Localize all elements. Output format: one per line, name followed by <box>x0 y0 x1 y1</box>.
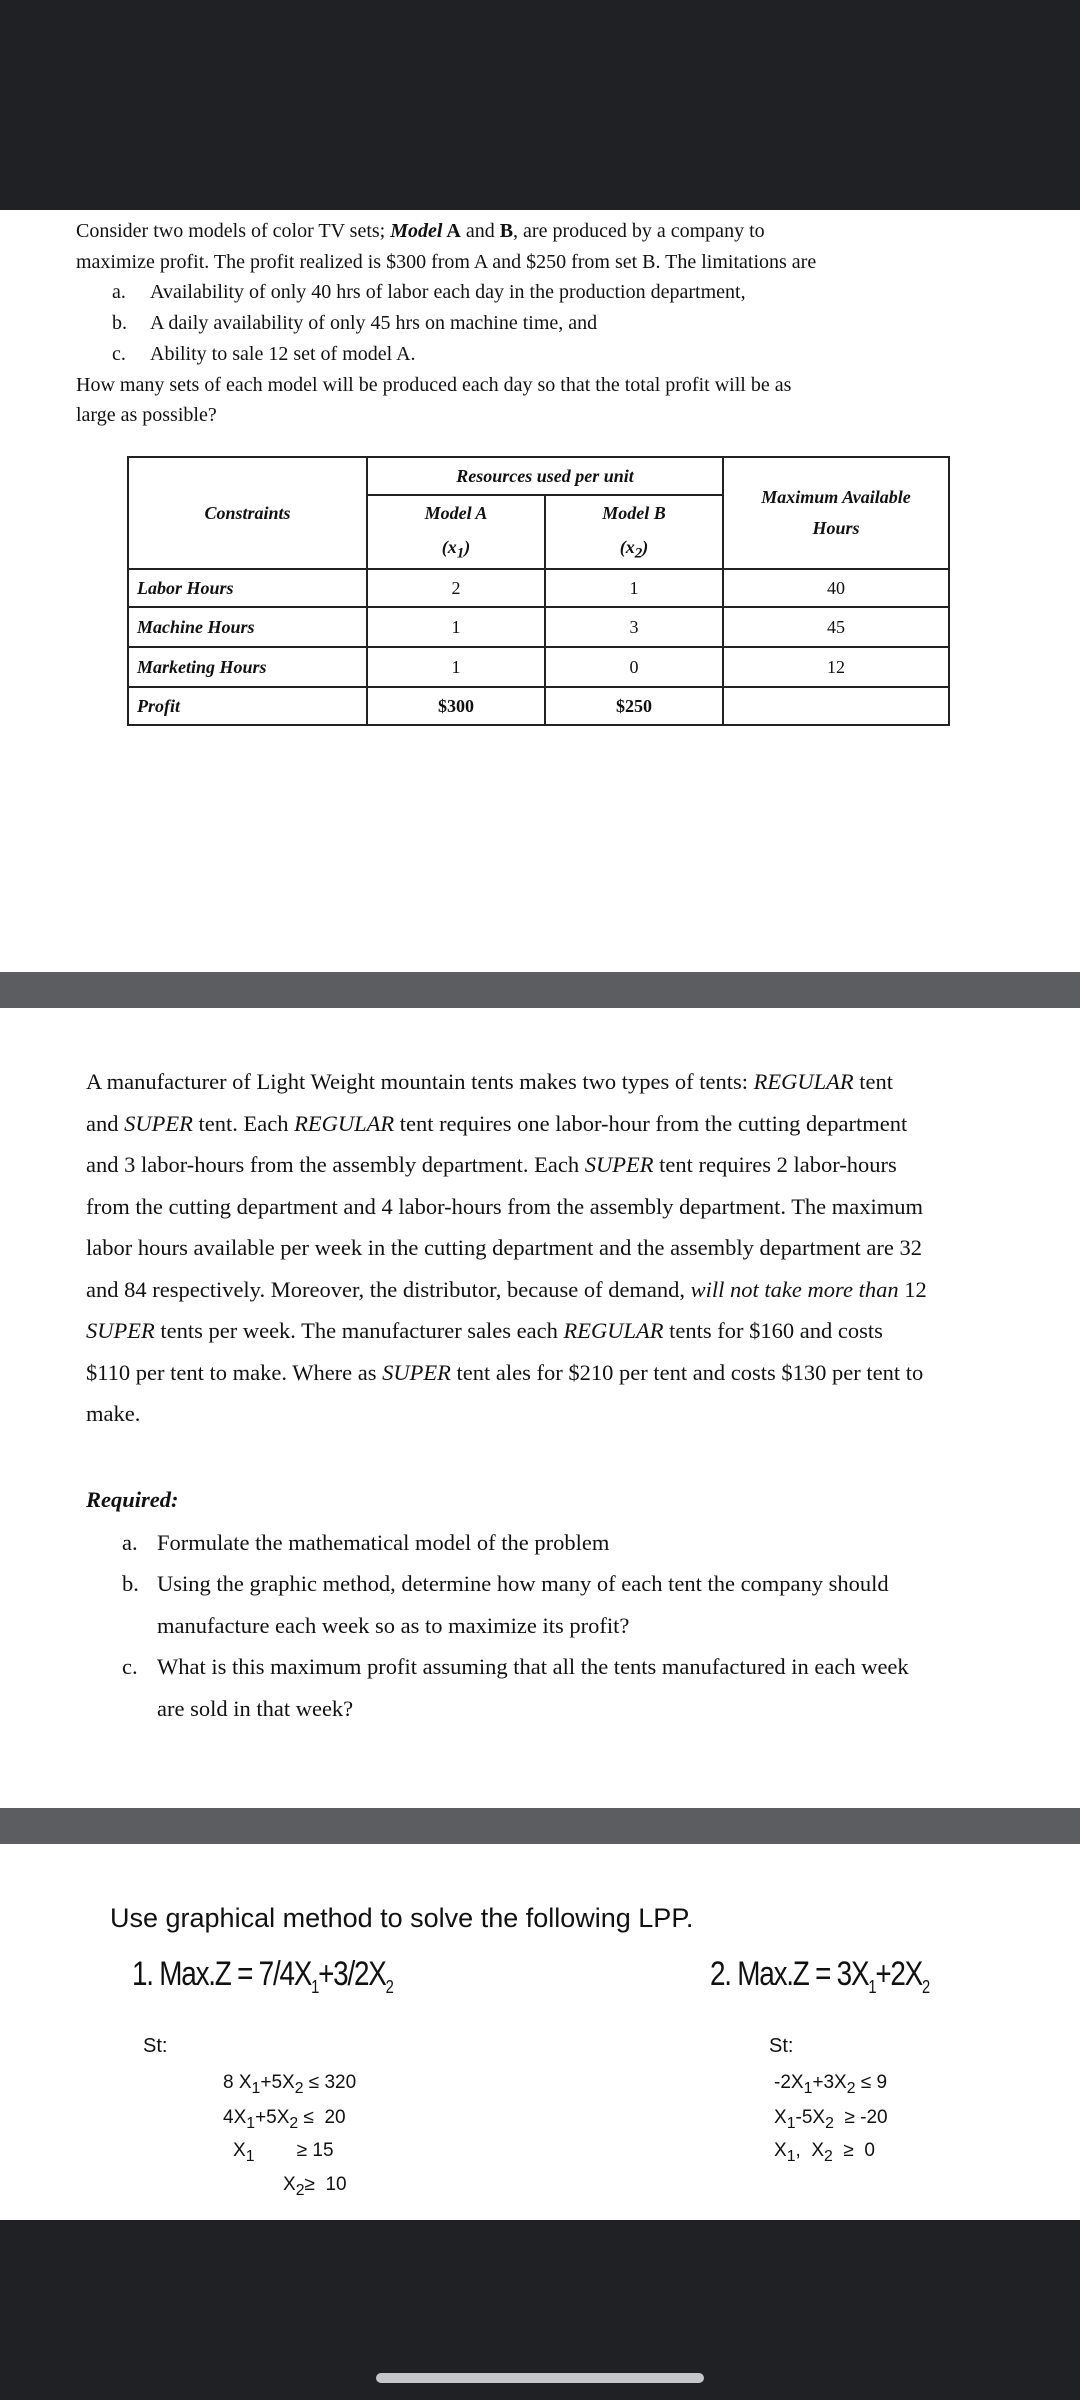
problem1-question-line2: large as possible? <box>76 404 217 426</box>
text: tent ales for $210 per tent and costs $130 per tent to <box>450 1359 924 1385</box>
resources-table <box>127 456 950 726</box>
status-bar-area <box>0 0 1080 210</box>
objective-text: +2X <box>875 1955 923 1993</box>
emph: REGULAR <box>563 1318 664 1343</box>
text: and <box>86 1110 125 1136</box>
table-row <box>128 607 949 647</box>
objective-text: 1. Max.Z = 7/4X <box>132 1955 312 1993</box>
lpp1-constraint <box>283 2174 347 2200</box>
c-text: ≥ 0 <box>832 2140 875 2161</box>
max-header-line2: Hours <box>812 518 860 538</box>
row-label: Machine Hours <box>128 607 367 647</box>
subscript: 1 <box>786 2114 796 2132</box>
model-b-header: Model B <box>545 495 723 531</box>
text: from the cutting department and 4 labor-hours from the assembly department. The maximum <box>86 1193 924 1219</box>
item-text: are sold in that week? <box>157 1695 354 1721</box>
required-item-b <box>122 1563 889 1646</box>
subscript: 2 <box>295 2181 305 2199</box>
subscript: 1 <box>251 2079 261 2097</box>
item-marker: b. <box>112 312 127 334</box>
c-text: -5X <box>795 2107 826 2128</box>
subscript: 2 <box>824 2147 833 2165</box>
problem1-question-line1: How many sets of each model will be produced each day so that the total profit will be as <box>76 374 792 396</box>
objective-text: 2. Max.Z = 3X <box>710 1955 869 1993</box>
max-header-line1: Maximum Available <box>761 487 911 507</box>
text: tent <box>853 1069 894 1094</box>
intro-model-a: A <box>442 220 461 242</box>
c-text: +3X <box>812 2072 847 2093</box>
var-close: ) <box>642 536 649 557</box>
intro-model-b: B <box>499 220 514 242</box>
var-close: ) <box>464 536 471 557</box>
problem2-line <box>86 1144 982 1186</box>
problem1-item-b <box>112 308 597 338</box>
c-text: ≤ 320 <box>303 2072 357 2093</box>
emph: SUPER <box>584 1152 654 1177</box>
emph: SUPER <box>382 1359 451 1385</box>
item-marker: b. <box>122 1571 139 1596</box>
subscript: 1 <box>868 1976 876 1997</box>
subscript: 2 <box>385 1976 393 1997</box>
var-sub: 2 <box>634 545 643 562</box>
max-available-header <box>723 457 949 569</box>
cell-max: 45 <box>723 607 949 647</box>
item-marker: a. <box>112 281 126 303</box>
c-text: 8 X <box>223 2072 252 2093</box>
table-row <box>128 687 949 725</box>
problem3-intro: Use graphical method to solve the following LPP. <box>110 1903 694 1933</box>
page-separator <box>0 972 1080 1008</box>
problem1-line2: maximize profit. The profit realized is $300 from A and $250 from set B. The limitations are <box>76 251 817 273</box>
cell-model-b: 0 <box>545 647 723 687</box>
intro-text: and <box>460 220 500 242</box>
model-b-variable <box>545 531 723 569</box>
cell-model-a: 1 <box>367 647 545 687</box>
required-item-c <box>122 1646 909 1729</box>
model-word: Model <box>390 220 443 242</box>
lpp2-objective <box>710 1955 929 1998</box>
text: tent. Each <box>192 1110 295 1136</box>
lpp1-objective <box>132 1955 393 1998</box>
row-label: Profit <box>128 687 367 725</box>
subscript: 2 <box>922 1976 930 1997</box>
subscript: 1 <box>245 2147 255 2165</box>
text: make. <box>86 1401 141 1426</box>
item-text: What is this maximum profit assuming that all the tents manufactured in each week <box>157 1654 909 1679</box>
subscript: 2 <box>825 2114 834 2132</box>
subscript: 1 <box>311 1976 319 1997</box>
c-text: -2X <box>774 2072 804 2093</box>
text: labor hours available per week in the cutting department and the assembly department are 32 <box>86 1235 922 1260</box>
item-text: Formulate the mathematical model of the problem <box>157 1530 610 1555</box>
cell-max: 12 <box>723 647 949 687</box>
text: tent requires one labor-hour from the cutting department <box>394 1110 908 1136</box>
c-text: ≤ 20 <box>298 2107 346 2128</box>
table-row <box>128 647 949 687</box>
cell-model-b: 1 <box>545 569 723 607</box>
lpp2-constraint <box>774 2072 887 2098</box>
c-text: X <box>233 2140 246 2161</box>
text: A manufacturer of Light Weight mountain tents makes two types of tents: <box>86 1069 754 1094</box>
emph: REGULAR <box>294 1110 395 1136</box>
item-text: A daily availability of only 45 hrs on machine time, and <box>150 312 598 334</box>
text: 12 <box>898 1276 927 1302</box>
problem2-line <box>86 1103 982 1145</box>
text: and 84 respectively. Moreover, the distributor, because of demand, <box>86 1276 691 1302</box>
subscript: 1 <box>803 2079 813 2097</box>
lpp2-st-label: St: <box>769 2035 794 2057</box>
var-text: (x <box>441 536 457 557</box>
problem2-line <box>86 1186 982 1228</box>
problem2-text <box>86 1061 982 1435</box>
subscript: 2 <box>846 2079 856 2097</box>
c-text: X <box>283 2174 296 2195</box>
c-text: ≥ 15 <box>254 2140 334 2161</box>
text: and 3 labor-hours from the assembly department. Each <box>86 1152 585 1177</box>
model-a-variable <box>367 531 545 569</box>
text: tent requires 2 labor-hours <box>653 1152 897 1177</box>
cell-model-a: 1 <box>367 607 545 647</box>
emph: SUPER <box>124 1110 193 1136</box>
lpp2-constraint <box>774 2140 875 2166</box>
problem2-line <box>86 1227 982 1269</box>
problem2-line <box>86 1310 982 1352</box>
problem2-line <box>86 1061 982 1103</box>
c-text: 4X <box>223 2107 247 2128</box>
row-label: Marketing Hours <box>128 647 367 687</box>
home-indicator[interactable] <box>376 2373 704 2383</box>
subscript: 1 <box>246 2114 256 2132</box>
subscript: 1 <box>786 2147 796 2165</box>
cell-model-a: $300 <box>367 687 545 725</box>
c-text: X <box>774 2107 787 2128</box>
item-text: Ability to sale 12 set of model A. <box>150 343 416 365</box>
c-text: , X <box>795 2140 825 2161</box>
c-text: +5X <box>255 2107 290 2128</box>
lpp2-constraint <box>774 2107 888 2133</box>
var-sub: 1 <box>456 545 465 562</box>
text: tents for $160 and costs <box>663 1318 883 1343</box>
problem1-item-a <box>112 277 746 307</box>
item-text: Availability of only 40 hrs of labor each day in the production department, <box>150 281 746 303</box>
row-label: Labor Hours <box>128 569 367 607</box>
lpp1-constraint <box>223 2107 346 2133</box>
emph: SUPER <box>86 1318 155 1343</box>
cell-model-b: $250 <box>545 687 723 725</box>
text: $110 per tent to make. Where as <box>86 1359 383 1385</box>
subscript: 2 <box>294 2079 304 2097</box>
problem1-item-c <box>112 339 416 369</box>
item-text: Using the graphic method, determine how many of each tent the company should <box>157 1571 889 1596</box>
item-marker: c. <box>112 343 126 365</box>
constraints-header: Constraints <box>128 457 367 569</box>
resources-header: Resources used per unit <box>367 457 723 495</box>
lpp1-constraint <box>223 2072 356 2098</box>
problem2-line <box>86 1269 982 1311</box>
intro-text: , are produced by a company to <box>513 220 765 242</box>
table-row <box>128 569 949 607</box>
page-separator <box>0 1808 1080 1844</box>
subscript: 2 <box>289 2114 299 2132</box>
c-text: ≥ -20 <box>833 2107 888 2128</box>
intro-text: Consider two models of color TV sets; <box>76 220 391 242</box>
var-text: (x <box>619 536 635 557</box>
cell-model-a: 2 <box>367 569 545 607</box>
c-text: +5X <box>260 2072 295 2093</box>
problem2-line <box>86 1393 982 1435</box>
item-text: manufacture each week so as to maximize its profit? <box>157 1612 630 1638</box>
emph: REGULAR <box>753 1069 854 1094</box>
c-text: ≥ 10 <box>304 2174 347 2195</box>
problem2-line <box>86 1352 982 1394</box>
c-text: X <box>774 2140 787 2161</box>
required-label: Required: <box>86 1487 179 1512</box>
item-marker: a. <box>122 1530 138 1555</box>
cell-max: 40 <box>723 569 949 607</box>
model-a-header: Model A <box>367 495 545 531</box>
text: tents per week. The manufacturer sales each <box>154 1318 564 1343</box>
problem1-intro <box>76 216 986 246</box>
lpp1-st-label: St: <box>143 2035 168 2057</box>
cell-model-b: 3 <box>545 607 723 647</box>
required-item-a <box>122 1522 609 1564</box>
cell-max <box>723 687 949 725</box>
c-text: ≤ 9 <box>855 2072 888 2093</box>
item-marker: c. <box>122 1654 138 1679</box>
emph: will not take more than <box>690 1276 899 1302</box>
objective-text: +3/2X <box>318 1955 386 1993</box>
lpp1-constraint <box>233 2140 334 2166</box>
